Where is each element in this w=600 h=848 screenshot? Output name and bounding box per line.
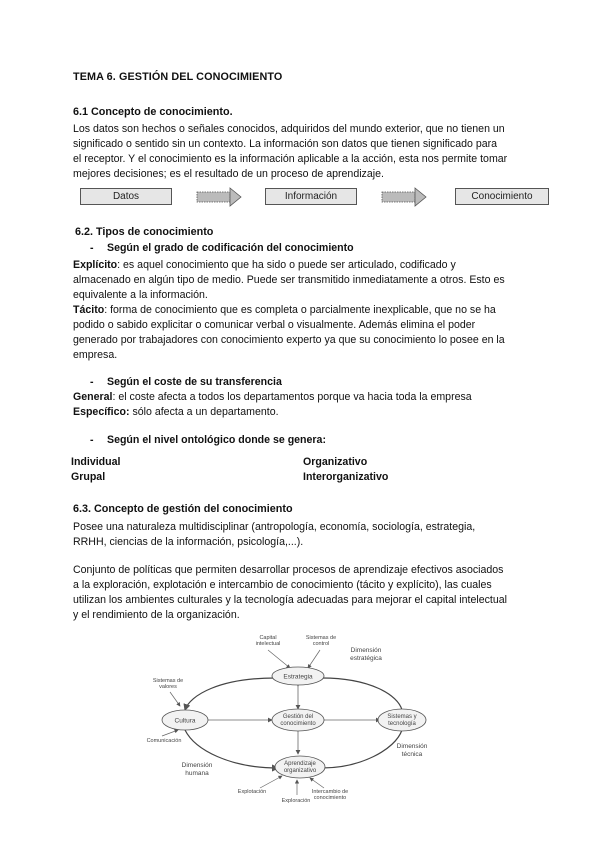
feeder-arrow: [170, 692, 180, 706]
cycle-arrow: [185, 678, 275, 710]
text-line: generado por trabajadores con conocimiento experto ya que su conocimiento lo posee en la: [73, 334, 505, 346]
node-gestion: [272, 709, 324, 731]
flow-arrow-icon: [381, 187, 427, 207]
text-line: utilizan los ambientes culturales y la tecnología adecuadas para mejorar el capital intelectual: [73, 594, 508, 606]
label-right-2: tecnología: [388, 721, 416, 727]
feeder-arrow: [260, 776, 282, 788]
term-explicito: Explícito: [73, 259, 118, 271]
term-tacito: Tácito: [73, 304, 105, 316]
level-grupal: Grupal: [71, 471, 106, 483]
text-line: almacenado en algún tipo de medio. Puede ser transmitido inmediatamente a otros. Esto es: [73, 274, 505, 286]
subheading-transferencia: - Según el coste de su transferencia: [90, 376, 282, 388]
text-line: equivalente a la información.: [73, 289, 208, 301]
label-right-1: Sistemas y: [387, 714, 417, 720]
feeder-arrow: [310, 778, 324, 788]
subheading-text: Según el coste de su transferencia: [107, 376, 282, 388]
label-intercambio-1: Intercambio de: [311, 789, 349, 795]
level-individual: Individual: [71, 456, 121, 468]
level-column-right: [303, 455, 388, 485]
label-center-1: Gestión del: [282, 714, 314, 720]
label-sistemas-de: Sistemas de: [305, 635, 337, 641]
section-heading-6-2: 6.2. Tipos de conocimiento: [75, 226, 214, 238]
text-line: Posee una naturaleza multidisciplinar (antropología, economía, sociología, estrategia,: [73, 521, 476, 533]
flow-box-informacion: Información: [265, 188, 357, 205]
node-aprendizaje: [275, 756, 325, 778]
flow-box-conocimiento: Conocimiento: [455, 188, 549, 205]
feeder-arrow: [308, 650, 320, 668]
text-line: Conjunto de políticas que permiten desarrollar procesos de aprendizaje efectivos asociados: [73, 564, 504, 576]
term-general: General: [73, 391, 113, 403]
text-line: : forma de conocimiento que es completa o parcialmente inexplicable, que no se ha: [104, 304, 496, 316]
section-heading-6-1: 6.1 Concepto de conocimiento.: [73, 106, 233, 118]
term-especifico: Específico:: [73, 406, 130, 418]
page-title: TEMA 6. GESTIÓN DEL CONOCIMIENTO: [73, 71, 283, 83]
label-comunicacion: Comunicación: [146, 738, 182, 744]
label-sistemas-de-valores-2: valores: [159, 684, 177, 690]
subheading-codificacion: - Según el grado de codificación del conocimiento: [90, 242, 354, 254]
text-line: el receptor. Y el conocimiento es la información aplicable a la acción, esta nos permite tomar: [73, 153, 508, 165]
cycle-arrow: [322, 730, 402, 768]
subheading-text: Según el nivel ontológico donde se genera:: [107, 434, 326, 446]
paragraph-multidisciplinar: [73, 520, 529, 550]
level-organizativo: Organizativo: [303, 456, 368, 468]
text-line: RRHH, ciencias de la información, psicología,...).: [73, 536, 304, 548]
label-explotacion: Explotación: [237, 789, 267, 795]
label-dim-estrategica-1: Dimensión: [350, 647, 382, 654]
label-dim-estrategica-2: estratégica: [350, 655, 382, 662]
paragraph-transferencia: [73, 390, 529, 420]
paragraph-concepto: [73, 122, 529, 182]
label-exploracion: Exploración: [281, 798, 311, 804]
label-intercambio-2: conocimiento: [313, 795, 347, 801]
text-line: empresa.: [73, 349, 118, 361]
subheading-text: Según el grado de codificación del conocimiento: [107, 242, 354, 254]
text-line: : el coste afecta a todos los departamentos porque va hacia toda la empresa: [112, 391, 472, 403]
label-capital: Capital: [259, 635, 277, 641]
label-bottom-2: organizativo: [283, 768, 317, 774]
text-line: mejores decisiones; es el resultado de un proceso de aprendizaje.: [73, 168, 384, 180]
text-line: y el rendimiento de la organización.: [73, 609, 240, 621]
paragraph-definicion: [73, 563, 529, 623]
label-control: control: [312, 641, 330, 647]
label-estrategia: Estrategia: [283, 673, 313, 681]
label-dim-humana-2: humana: [185, 770, 209, 777]
flow-box-datos: Datos: [80, 188, 172, 205]
label-dim-humana-1: Dimensión: [181, 762, 213, 769]
label-bottom-1: Aprendizaje: [284, 761, 316, 767]
node-sistemas: [378, 709, 426, 731]
label-sistemas-de-valores-1: Sistemas de: [152, 678, 184, 684]
label-dim-tecnica-1: Dimensión: [396, 743, 428, 750]
label-center-2: conocimiento: [280, 721, 316, 727]
label-dim-tecnica-2: técnica: [401, 751, 423, 758]
feeder-arrow: [162, 730, 178, 736]
section-heading-6-3: 6.3. Concepto de gestión del conocimiento: [73, 503, 293, 515]
label-cultura: Cultura: [174, 717, 196, 725]
text-line: : es aquel conocimiento que ha sido o puede ser articulado, codificado y: [117, 259, 456, 271]
subheading-ontologico: - Según el nivel ontológico donde se genera:: [90, 434, 326, 446]
knowledge-management-diagram: [140, 630, 430, 810]
feeder-arrow: [268, 650, 290, 668]
text-line: Los datos son hechos o señales conocidos, adquiridos del mundo exterior, que no tienen un: [73, 123, 505, 135]
cycle-arrow: [322, 678, 402, 710]
text-line: podido o sabido explicitar o comunicar verbal o visualmente. Además elimina el poder: [73, 319, 476, 331]
paragraph-explicito: [73, 258, 529, 363]
level-interorganizativo: Interorganizativo: [303, 471, 389, 483]
flow-arrow-icon: [196, 187, 242, 207]
text-line: a la exploración, explotación e intercambio de conocimiento (tácito y explícito), las cuales: [73, 579, 492, 591]
text-line: significado o sentido sin un contexto. La información son datos que tienen significado para: [73, 138, 498, 150]
label-intelectual: intelectual: [255, 641, 281, 647]
text-line: sólo afecta a un departamento.: [129, 406, 279, 418]
level-column-left: [71, 455, 120, 485]
